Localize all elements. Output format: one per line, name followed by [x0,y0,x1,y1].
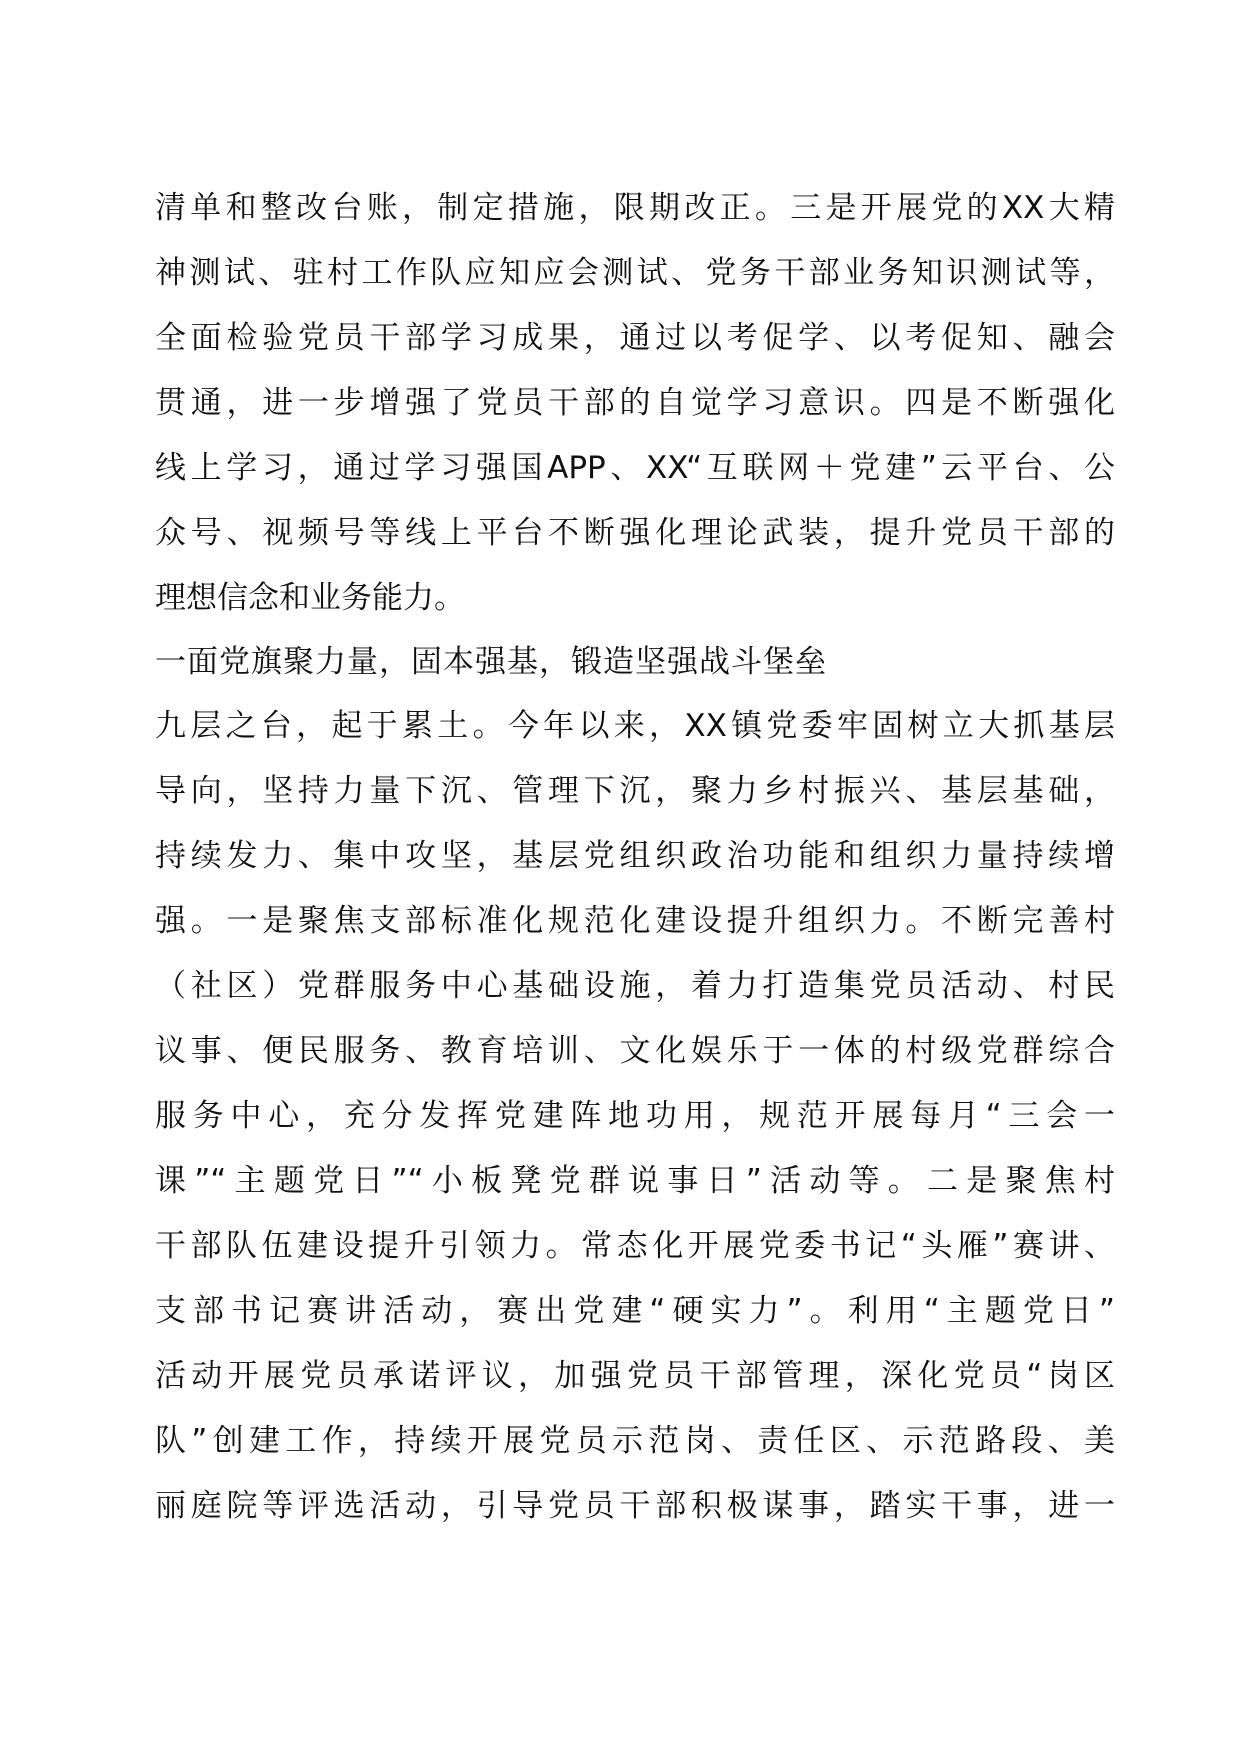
text-line: 丽庭院等评选活动，引导党员干部积极谋事，踏实干事，进一 [155,1488,1115,1524]
text-line: 九层之台，起于累土。今年以来，XX镇党委牢固树立大抓基层 [155,708,1115,744]
text-line: 清单和整改台账，制定措施，限期改正。三是开展党的XX大精 [155,190,1115,226]
text-line: 线上学习，通过学习强国APP、XX“互联网＋党建”云平台、公 [155,450,1115,486]
text-line: 持续发力、集中攻坚，基层党组织政治功能和组织力量持续增 [155,838,1115,874]
section-heading: 一面党旗聚力量，固本强基，锻造坚强战斗堡垒 [155,644,827,680]
text-line: 课”“主题党日”“小板凳党群说事日”活动等。二是聚焦村 [155,1163,1115,1199]
text-line: 贯通，进一步增强了党员干部的自觉学习意识。四是不断强化 [155,385,1115,421]
text-line: 众号、视频号等线上平台不断强化理论武装，提升党员干部的 [155,515,1115,551]
text-line: 活动开展党员承诺评议，加强党员干部管理，深化党员“岗区 [155,1358,1115,1394]
text-line: 干部队伍建设提升引领力。常态化开展党委书记“头雁”赛讲、 [155,1228,1115,1264]
text-line: 神测试、驻村工作队应知应会测试、党务干部业务知识测试等， [155,255,1115,291]
text-line: 队”创建工作，持续开展党员示范岗、责任区、示范路段、美 [155,1423,1115,1459]
text-line: 导向，坚持力量下沉、管理下沉，聚力乡村振兴、基层基础， [155,773,1115,809]
text-line: 理想信念和业务能力。 [155,580,465,616]
text-line: 全面检验党员干部学习成果，通过以考促学、以考促知、融会 [155,320,1115,356]
text-line: （社区）党群服务中心基础设施，着力打造集党员活动、村民 [155,968,1115,1004]
text-line: 强。一是聚焦支部标准化规范化建设提升组织力。不断完善村 [155,903,1115,939]
paragraph-grassroots [155,694,1115,1539]
text-line: 支部书记赛讲活动，赛出党建“硬实力”。利用“主题党日” [155,1293,1115,1329]
text-line: 服务中心，充分发挥党建阵地功用，规范开展每月“三会一 [155,1098,1115,1134]
text-line: 议事、便民服务、教育培训、文化娱乐于一体的村级党群综合 [155,1033,1115,1069]
paragraph-learning [155,176,1115,631]
document-body [155,176,1115,1539]
